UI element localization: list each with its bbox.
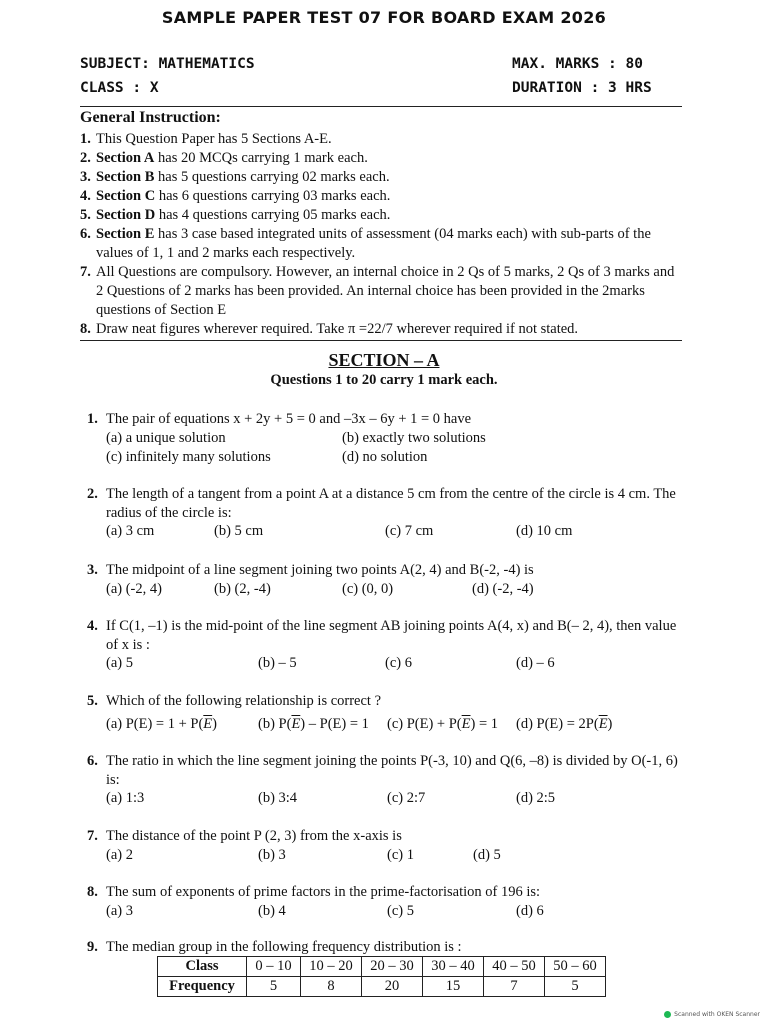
option-b: (b) 3:4	[258, 790, 298, 806]
table-cell: 20	[362, 977, 423, 997]
instruction-number: 3.	[80, 169, 91, 185]
table-header-cell: Frequency	[158, 977, 247, 997]
duration-label: DURATION : 3 HRS	[512, 80, 652, 96]
option-b: (b) 4	[258, 902, 286, 919]
option-c: (c) infinitely many solutions	[106, 448, 271, 465]
table-cell: 5	[545, 977, 606, 997]
question-text: The ratio in which the line segment joining the points P(-3, 10) and Q(6, –8) is divided by O(-1, 6)	[106, 753, 678, 769]
option-b: (b) exactly two solutions	[342, 429, 486, 446]
option-b: (b) 3	[258, 846, 286, 863]
question-text-continuation: radius of the circle is:	[106, 504, 232, 521]
question-text: The distance of the point P (2, 3) from the x-axis is	[106, 828, 402, 844]
table-cell: 10 – 20	[301, 957, 362, 977]
instruction-text: has 3 case based integrated units of assessment (04 marks each) with sub-parts of the	[154, 226, 651, 242]
question-8	[87, 883, 687, 921]
option-d: (d) 10 cm	[516, 523, 573, 539]
instruction-text: has 5 questions carrying 02 marks each.	[154, 169, 390, 185]
instruction-item	[80, 168, 684, 187]
option-d-tail: )	[607, 715, 613, 732]
table-header-cell: Class	[158, 957, 247, 977]
max-marks-label: MAX. MARKS : 80	[512, 56, 643, 72]
e-complement: $\overline{E}$	[203, 715, 213, 732]
instruction-item	[80, 187, 684, 206]
option-c-text: (c) P(E) + P(	[387, 715, 462, 732]
table-row	[158, 957, 606, 977]
instruction-continuation: questions of Section E	[96, 302, 227, 318]
subject-label: SUBJECT: MATHEMATICS	[80, 56, 255, 72]
e-complement: $\overline{E}$	[461, 715, 471, 732]
question-number: 1.	[87, 411, 98, 427]
option-d: (d) (-2, -4)	[472, 580, 534, 597]
instruction-item	[80, 149, 684, 168]
instruction-item	[80, 263, 684, 320]
option-d: (d) – 6	[516, 655, 555, 671]
e-complement: $\overline{E}$	[598, 715, 608, 732]
table-cell: 30 – 40	[423, 957, 484, 977]
instruction-bold: Section D	[96, 207, 156, 223]
option-d	[516, 715, 612, 734]
question-9	[87, 938, 687, 957]
instruction-text: has 6 questions carrying 03 marks each.	[155, 188, 391, 204]
question-text: The length of a tangent from a point A at a distance 5 cm from the centre of the circle is 4 cm. The	[106, 486, 676, 502]
instruction-text: All Questions are compulsory. However, an internal choice in 2 Qs of 5 marks, 2 Qs of 3 marks and	[96, 264, 675, 280]
table-cell: 0 – 10	[247, 957, 301, 977]
question-number: 7.	[87, 828, 98, 844]
header-divider	[80, 106, 682, 107]
option-a-text: (a) P(E) = 1 + P(	[106, 715, 204, 732]
option-b-tail: ) – P(E) = 1	[300, 715, 369, 732]
instruction-number: 5.	[80, 207, 91, 223]
instruction-bold: Section C	[96, 188, 156, 204]
table-row	[158, 977, 606, 997]
question-1	[87, 410, 687, 467]
option-b	[258, 715, 369, 734]
question-2	[87, 485, 687, 541]
question-text-continuation: of x is :	[106, 636, 150, 653]
instruction-number: 8.	[80, 321, 91, 337]
instructions-title: General Instruction:	[80, 109, 221, 126]
option-a: (a) 1:3	[106, 790, 145, 806]
option-a: (a) (-2, 4)	[106, 580, 162, 597]
option-d-text: (d) P(E) = 2P(	[516, 715, 599, 732]
question-text: The midpoint of a line segment joining two points A(2, 4) and B(-2, -4) is	[106, 562, 534, 578]
option-b: (b) 5 cm	[214, 523, 264, 539]
table-cell: 8	[301, 977, 362, 997]
instruction-continuation: 2 Questions of 2 marks has been provided. An internal choice has been provided in the 2marks	[96, 283, 645, 299]
instruction-number: 4.	[80, 188, 91, 204]
option-a: (a) 3 cm	[106, 523, 155, 539]
instruction-text: has 4 questions carrying 05 marks each.	[155, 207, 391, 223]
instruction-item	[80, 225, 684, 263]
question-text: If C(1, –1) is the mid-point of the line segment AB joining points A(4, x) and B(– 2, 4), then value	[106, 618, 677, 634]
question-5	[87, 692, 687, 734]
option-d: (d) 5	[473, 846, 501, 863]
instruction-number: 6.	[80, 226, 91, 242]
instruction-continuation: values of 1, 1 and 2 marks each respectively.	[96, 245, 356, 261]
question-text: The sum of exponents of prime factors in the prime-factorisation of 196 is:	[106, 884, 541, 900]
option-d: (d) 2:5	[516, 790, 556, 806]
option-c-tail: ) = 1	[470, 715, 498, 732]
question-text-continuation: is:	[106, 771, 120, 788]
instruction-item	[80, 130, 684, 149]
question-number: 3.	[87, 562, 98, 578]
question-text: Which of the following relationship is correct ?	[106, 693, 382, 709]
instruction-item	[80, 320, 684, 339]
option-c: (c) 1	[387, 846, 414, 863]
scanner-watermark	[664, 1011, 760, 1018]
option-b-text: (b) P(	[258, 715, 292, 732]
instruction-number: 2.	[80, 150, 91, 166]
table-cell: 20 – 30	[362, 957, 423, 977]
option-c: (c) 6	[385, 655, 412, 671]
option-b: (b) – 5	[258, 655, 297, 671]
option-a: (a) $P(E) = 1 + P(\overline{E})$	[106, 715, 217, 732]
option-c: (c) 5	[387, 902, 414, 919]
question-number: 5.	[87, 693, 98, 709]
table-cell: 15	[423, 977, 484, 997]
instruction-number: 7.	[80, 264, 91, 280]
e-complement: $\overline{E}$	[291, 715, 301, 732]
option-c: (c) (0, 0)	[342, 580, 394, 597]
option-a: (a) a unique solution	[106, 429, 226, 446]
table-cell: 40 – 50	[484, 957, 545, 977]
question-6	[87, 752, 687, 808]
question-number: 4.	[87, 618, 98, 634]
option-c	[387, 715, 498, 734]
paper-title: SAMPLE PAPER TEST 07 FOR BOARD EXAM 2026	[161, 8, 607, 27]
option-a: (a) 2	[106, 846, 133, 863]
instruction-text: has 20 MCQs carrying 1 mark each.	[154, 150, 368, 166]
question-3	[87, 561, 687, 599]
question-7	[87, 827, 687, 865]
class-label: CLASS : X	[80, 80, 159, 96]
option-c: (c) 7 cm	[385, 523, 434, 539]
instruction-bold: Section E	[96, 226, 155, 242]
question-number: 9.	[87, 939, 98, 955]
question-text: The pair of equations x + 2y + 5 = 0 and –3x – 6y + 1 = 0 have	[106, 411, 472, 427]
question-4	[87, 617, 687, 673]
section-subtitle: Questions 1 to 20 carry 1 mark each.	[270, 372, 498, 388]
option-d: (d) no solution	[342, 448, 428, 465]
option-d: (d) 6	[516, 902, 544, 919]
instructions-divider	[80, 340, 682, 341]
table-cell: 50 – 60	[545, 957, 606, 977]
instruction-bold: Section B	[96, 169, 155, 185]
option-a: (a) 3	[106, 902, 133, 919]
option-b: (b) (2, -4)	[214, 580, 271, 597]
question-text: The median group in the following frequency distribution is :	[106, 939, 462, 955]
option-c: (c) 2:7	[387, 790, 426, 806]
instruction-text: Draw neat figures wherever required. Take π =22/7 wherever required if not stated.	[96, 321, 579, 337]
instruction-text: This Question Paper has 5 Sections A-E.	[96, 131, 332, 147]
section-title: SECTION – A	[328, 350, 440, 370]
instruction-number: 1.	[80, 131, 91, 147]
question-number: 8.	[87, 884, 98, 900]
instruction-bold: Section A	[96, 150, 155, 166]
frequency-table	[157, 956, 606, 997]
question-number: 2.	[87, 486, 98, 502]
scanner-text: Scanned with OKEN Scanner	[674, 1011, 760, 1018]
table-cell: 5	[247, 977, 301, 997]
option-a: (a) 5	[106, 655, 133, 671]
instruction-item	[80, 206, 684, 225]
scanner-logo-icon	[664, 1011, 671, 1018]
table-cell: 7	[484, 977, 545, 997]
question-number: 6.	[87, 753, 98, 769]
